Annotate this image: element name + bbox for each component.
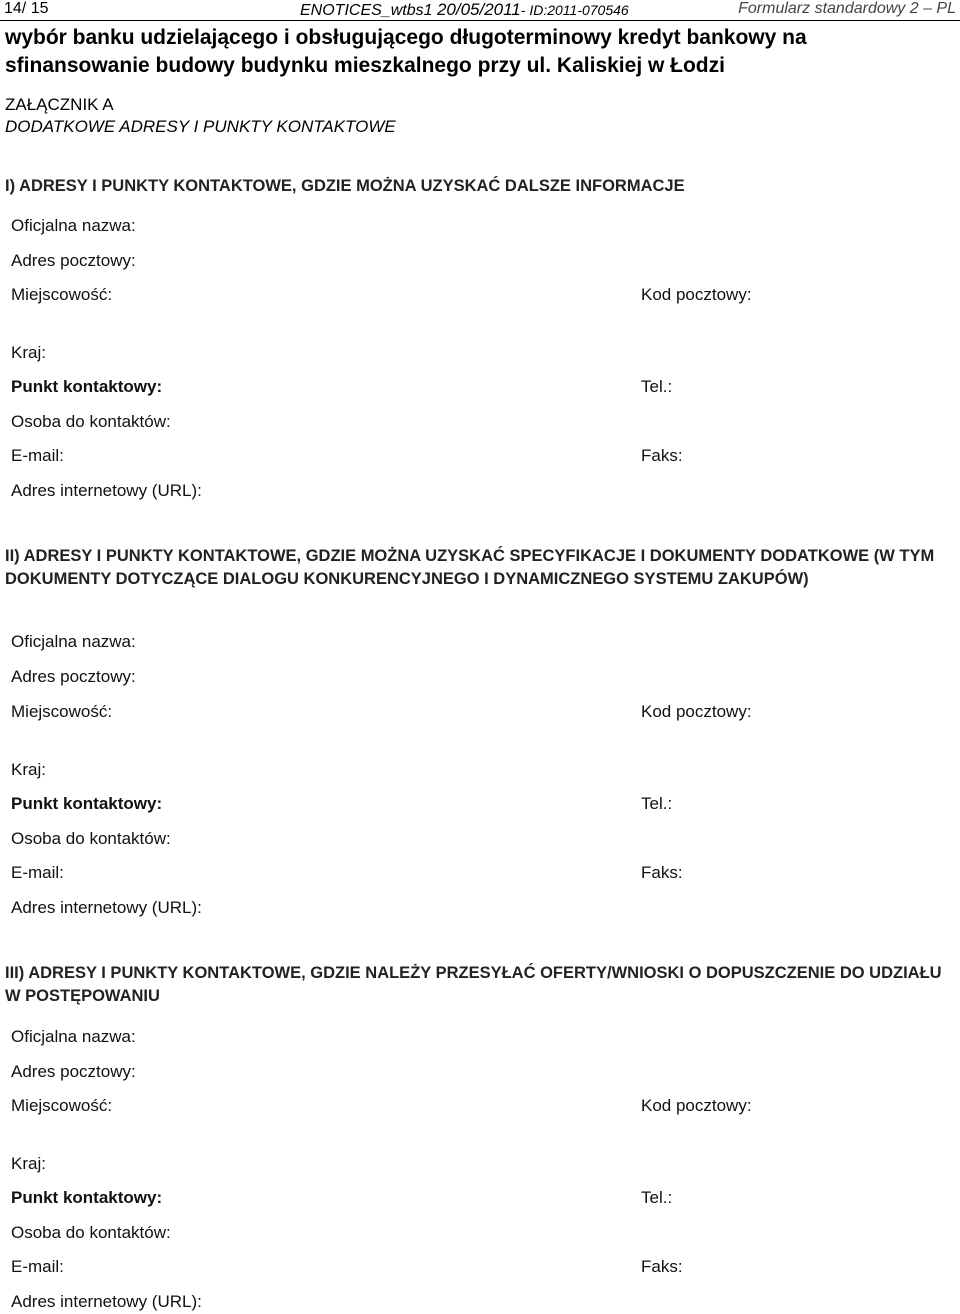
document-id (300, 1, 629, 19)
annex-label: ZAŁĄCZNIK A (5, 95, 114, 114)
fax-label: Faks: (641, 863, 683, 882)
town-label: Miejscowość: (11, 285, 113, 304)
page-number: 14/ 15 (4, 0, 49, 17)
contact-point-label: Punkt kontaktowy: (11, 794, 163, 813)
annex-subtitle: DODATKOWE ADRESY I PUNKTY KONTAKTOWE (5, 117, 396, 136)
country-label: Kraj: (11, 760, 46, 779)
document-notice-id: - ID:2011-070546 (520, 2, 629, 18)
fax-label: Faks: (641, 1257, 683, 1276)
notice-title-line-1: wybór banku udzielającego i obsługującego długoterminowy kredyt bankowy na (5, 26, 807, 49)
postal-code-label: Kod pocztowy: (641, 285, 752, 304)
postal-address-label: Adres pocztowy: (11, 251, 136, 270)
official-name-label: Oficjalna nazwa: (11, 632, 136, 651)
town-label: Miejscowość: (11, 1096, 113, 1115)
fax-label: Faks: (641, 446, 683, 465)
url-label: Adres internetowy (URL): (11, 1292, 202, 1311)
postal-address-label: Adres pocztowy: (11, 667, 136, 686)
notice-title-line-2: sfinansowanie budowy budynku mieszkalnego przy ul. Kaliskiej w Łodzi (5, 54, 725, 77)
contact-person-label: Osoba do kontaktów: (11, 1223, 171, 1242)
postal-address-label: Adres pocztowy: (11, 1062, 136, 1081)
phone-label: Tel.: (641, 377, 673, 396)
section-2-heading: II) ADRESY I PUNKTY KONTAKTOWE, GDZIE MOŻNA UZYSKAĆ SPECYFIKACJE I DOKUMENTY DODATKOWE (W TYM DOKUMENTY DOTYCZĄCE DIALOGU KONKURENCYJNEGO I DYNAMICZNEGO SYSTEMU ZAKUPÓW) (5, 547, 935, 588)
postal-code-label: Kod pocztowy: (641, 702, 752, 721)
contact-person-label: Osoba do kontaktów: (11, 412, 171, 431)
email-label: E-mail: (11, 446, 64, 465)
document-prefix: ENOTICES_wtbs1 (300, 2, 437, 19)
section-1-heading: I) ADRESY I PUNKTY KONTAKTOWE, GDZIE MOŻNA UZYSKAĆ DALSZE INFORMACJE (5, 177, 685, 195)
email-label: E-mail: (11, 863, 64, 882)
official-name-label: Oficjalna nazwa: (11, 216, 136, 235)
header-divider (0, 20, 960, 21)
country-label: Kraj: (11, 1154, 46, 1173)
document-date: 20/05/2011 (436, 0, 521, 19)
postal-code-label: Kod pocztowy: (641, 1096, 752, 1115)
contact-person-label: Osoba do kontaktów: (11, 829, 171, 848)
phone-label: Tel.: (641, 794, 673, 813)
official-name-label: Oficjalna nazwa: (11, 1027, 136, 1046)
form-name: Formularz standardowy 2 – PL (738, 0, 956, 17)
section-3-heading: III) ADRESY I PUNKTY KONTAKTOWE, GDZIE NALEŻY PRZESYŁAĆ OFERTY/WNIOSKI O DOPUSZCZENIE DO UDZIAŁU W POSTĘPOWANIU (5, 964, 942, 1005)
town-label: Miejscowość: (11, 702, 113, 721)
phone-label: Tel.: (641, 1188, 673, 1207)
contact-point-label: Punkt kontaktowy: (11, 377, 163, 396)
url-label: Adres internetowy (URL): (11, 481, 202, 500)
email-label: E-mail: (11, 1257, 64, 1276)
country-label: Kraj: (11, 343, 46, 362)
contact-point-label: Punkt kontaktowy: (11, 1188, 163, 1207)
url-label: Adres internetowy (URL): (11, 898, 202, 917)
